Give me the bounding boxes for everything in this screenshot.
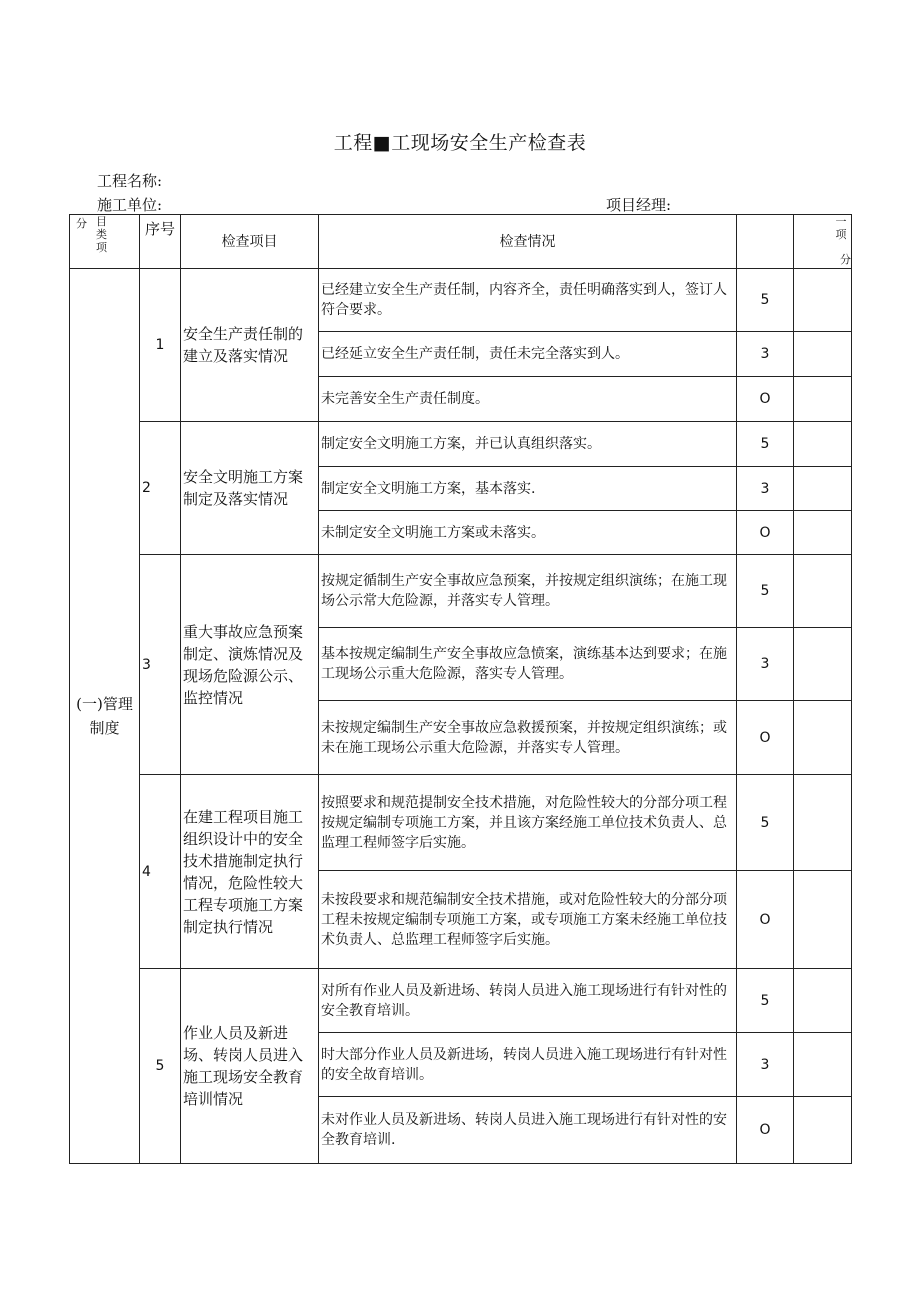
item-cell: 安全文明施工方案制定及落实情况 bbox=[181, 422, 319, 555]
situation-cell: 制定安全文明施工方案，基本落实. bbox=[319, 467, 737, 511]
situation-cell: 未对作业人员及新进场、转岗人员进入施工现场进行有针对性的安全教育培训. bbox=[319, 1097, 737, 1164]
table-row bbox=[70, 422, 852, 467]
score-cell: 3 bbox=[737, 1033, 794, 1097]
item-cell: 在建工程项目施工组织设计中的安全技术措施制定执行情况，危险性较大工程专项施工方案制定执行情况 bbox=[181, 775, 319, 969]
situation-cell: 未按规定编制生产安全事故应急救援预案，并按规定组织演练；或未在施工现场公示重大危险源，并落实专人管理。 bbox=[319, 701, 737, 775]
score-cell: 5 bbox=[737, 775, 794, 871]
construction-unit-label: 施工单位: bbox=[97, 196, 163, 214]
situation-cell: 未完善安全生产责任制度。 bbox=[319, 377, 737, 422]
score-cell: O bbox=[737, 871, 794, 969]
score-cell: O bbox=[737, 701, 794, 775]
score-cell: 3 bbox=[737, 628, 794, 701]
seq-cell: 5 bbox=[140, 969, 181, 1164]
item-cell: 安全生产责任制的建立及落实情况 bbox=[181, 269, 319, 422]
extra-cell bbox=[794, 1097, 852, 1164]
score-cell: O bbox=[737, 511, 794, 555]
project-name-label: 工程名称: bbox=[97, 172, 163, 190]
situation-cell: 时大部分作业人员及新进场，转岗人员进入施工现场进行有针对性的安全故育培训。 bbox=[319, 1033, 737, 1097]
header-item: 检查项目 bbox=[181, 215, 319, 269]
seq-cell: 3 bbox=[140, 555, 181, 775]
seq-cell: 2 bbox=[140, 422, 181, 555]
score-cell: 3 bbox=[737, 467, 794, 511]
item-cell: 重大事故应急预案制定、演炼情况及现场危险源公示、监控情况 bbox=[181, 555, 319, 775]
table-row bbox=[70, 969, 852, 1033]
item-cell: 作业人员及新进场、转岗人员进入施工现场安全教育培训情况 bbox=[181, 969, 319, 1164]
extra-cell bbox=[794, 628, 852, 701]
score-cell: 5 bbox=[737, 555, 794, 628]
header-score bbox=[737, 215, 794, 269]
header-situation: 检查情况 bbox=[319, 215, 737, 269]
page-title: 工程■工现场安全生产检查表 bbox=[333, 132, 587, 154]
situation-cell: 对所有作业人员及新进场、转岗人员进入施工现场进行有针对性的安全教育培训。 bbox=[319, 969, 737, 1033]
extra-cell bbox=[794, 1033, 852, 1097]
header-category: 分 目类项 bbox=[70, 215, 140, 269]
extra-cell bbox=[794, 969, 852, 1033]
score-cell: 5 bbox=[737, 269, 794, 332]
score-cell: 3 bbox=[737, 332, 794, 377]
extra-cell bbox=[794, 871, 852, 969]
situation-cell: 基本按规定编制生产安全事故应急愤案，演练基本达到要求；在施工现场公示重大危险源，落实专人管理。 bbox=[319, 628, 737, 701]
inspection-table bbox=[69, 214, 852, 1164]
project-manager-label: 项目经理: bbox=[606, 196, 672, 214]
header-seq: 序号 bbox=[140, 215, 181, 269]
header-row bbox=[70, 215, 852, 269]
extra-cell bbox=[794, 701, 852, 775]
score-cell: 5 bbox=[737, 969, 794, 1033]
extra-cell bbox=[794, 269, 852, 332]
table-row bbox=[70, 269, 852, 332]
situation-cell: 未按段要求和规范编制安全技术措施，或对危险性较大的分部分项工程未按规定编制专项施工方案，或专项施工方案未经施工单位技术负责人、总监理工程师签字后实施。 bbox=[319, 871, 737, 969]
extra-cell bbox=[794, 332, 852, 377]
table-row bbox=[70, 555, 852, 628]
extra-cell bbox=[794, 422, 852, 467]
extra-cell bbox=[794, 377, 852, 422]
score-cell: O bbox=[737, 377, 794, 422]
extra-cell bbox=[794, 775, 852, 871]
category-cell: (一)管理制度 bbox=[70, 269, 140, 1164]
situation-cell: 已经延立安全生产责任制，责任未完全落实到人。 bbox=[319, 332, 737, 377]
situation-cell: 制定安全文明施工方案，并已认真组织落实。 bbox=[319, 422, 737, 467]
score-cell: 5 bbox=[737, 422, 794, 467]
situation-cell: 按规定循制生产安全事故应急预案，并按规定组织演练；在施工现场公示常大危险源，并落实专人管理。 bbox=[319, 555, 737, 628]
seq-cell: 4 bbox=[140, 775, 181, 969]
extra-cell bbox=[794, 467, 852, 511]
seq-cell: 1 bbox=[140, 269, 181, 422]
table-row bbox=[70, 775, 852, 871]
header-extra: 一项 分 bbox=[794, 215, 852, 269]
situation-cell: 未制定安全文明施工方案或未落实。 bbox=[319, 511, 737, 555]
extra-cell bbox=[794, 511, 852, 555]
situation-cell: 已经建立安全生产责任制，内容齐全，责任明确落实到人，签订人符合要求。 bbox=[319, 269, 737, 332]
extra-cell bbox=[794, 555, 852, 628]
score-cell: O bbox=[737, 1097, 794, 1164]
situation-cell: 按照要求和规范提制安全技术措施，对危险性较大的分部分项工程按规定编制专项施工方案，并且该方案经施工单位技术负责人、总监理工程师签字后实施。 bbox=[319, 775, 737, 871]
